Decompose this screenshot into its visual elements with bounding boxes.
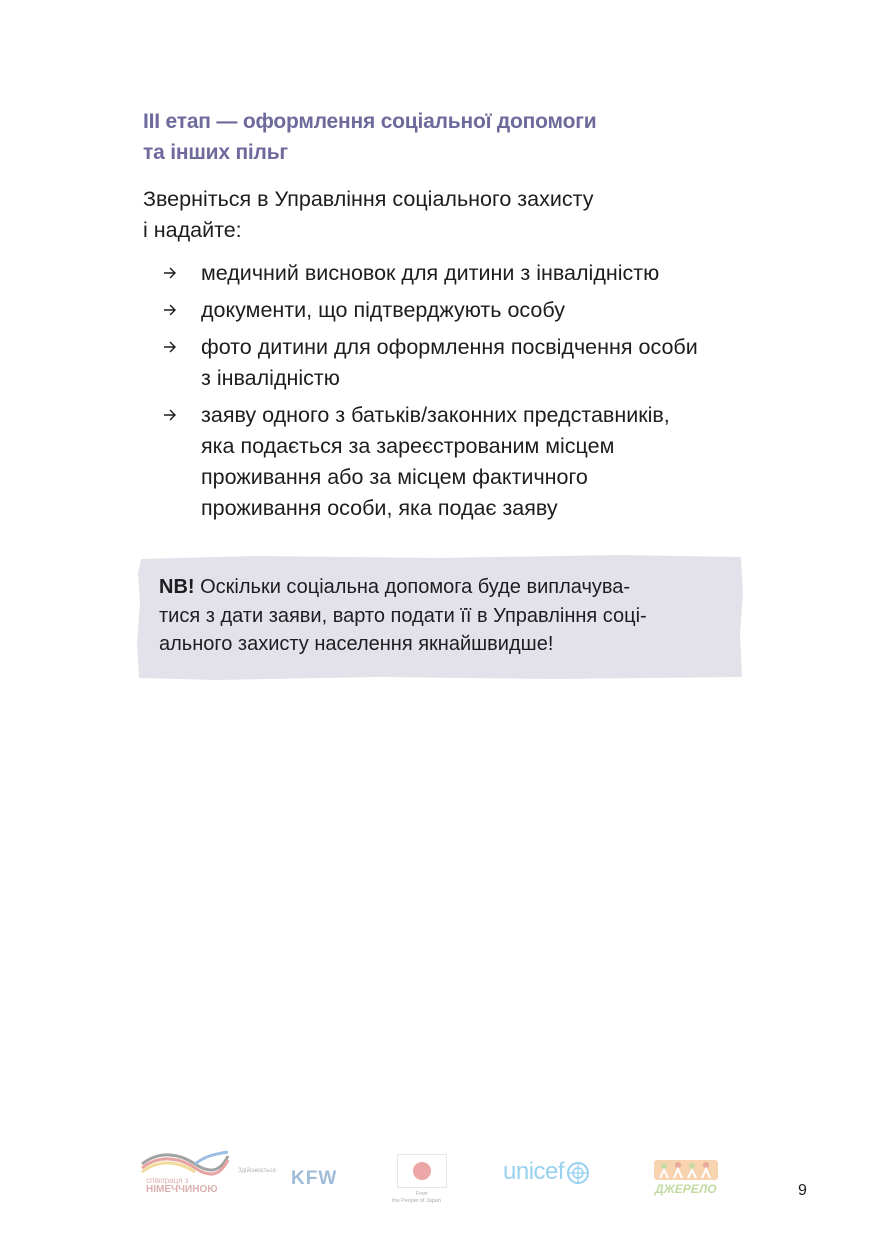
list-item (163, 295, 763, 326)
note-line-1-text: Оскільки соціальна допомога буде виплачува- (194, 576, 631, 598)
japan-flag-icon (397, 1154, 447, 1188)
intro-line-1: Зверніться в Управління соціального захисту (143, 187, 594, 211)
arrow-right-icon (163, 258, 183, 289)
arrow-right-icon (163, 295, 183, 326)
japan-logo (392, 1154, 452, 1210)
list-item-line: заяву одного з батьків/законних представників, (201, 403, 670, 427)
japan-text-1: From (416, 1191, 428, 1197)
unicef-globe-icon (566, 1161, 590, 1185)
section-heading-line-1: III етап — оформлення соціальної допомоги (143, 110, 597, 133)
page-number: 9 (798, 1182, 807, 1199)
section-heading (143, 106, 703, 168)
arrow-right-icon (163, 332, 183, 363)
intro-paragraph (143, 184, 703, 246)
implemented-by-text: Здійснюється (238, 1168, 276, 1174)
list-item (163, 258, 763, 289)
list-item-line: яка подається за зареєстрованим місцем (201, 434, 615, 458)
dzherelo-wordmark: ДЖЕРЕЛО (655, 1182, 717, 1196)
note-label: NB! (159, 576, 195, 598)
list-item-line: фото дитини для оформлення посвідчення особи (201, 335, 698, 359)
list-item-line: медичний висновок для дитини з інвалідністю (201, 261, 660, 285)
list-item-line: проживання особи, яка подає заяву (201, 496, 558, 520)
flag-wave-icon (140, 1150, 230, 1176)
note-text (159, 573, 699, 659)
documents-list (163, 258, 763, 530)
people-icon (654, 1158, 718, 1180)
partner-logos (0, 1140, 874, 1220)
list-item-line: з інвалідністю (201, 366, 340, 390)
unicef-logo (503, 1158, 590, 1186)
japan-sun-icon (413, 1162, 431, 1180)
giz-logo (140, 1150, 232, 1202)
giz-text-1: співпраця з (146, 1176, 189, 1185)
unicef-wordmark: unicef (503, 1158, 565, 1185)
list-item-line: проживання або за місцем фактичного (201, 465, 588, 489)
note-line-1 (159, 573, 699, 602)
list-item (163, 400, 763, 524)
list-item (163, 332, 763, 394)
list-item-line: документи, що підтверджують особу (201, 298, 565, 322)
dzherelo-logo (652, 1158, 720, 1200)
arrow-right-icon (163, 400, 183, 431)
note-box (137, 553, 743, 681)
kfw-logo: KFW (291, 1168, 338, 1189)
note-line-3: ального захисту населення якнайшвидше! (159, 633, 554, 655)
japan-text-2: the People of Japan (392, 1198, 441, 1204)
giz-text-2: НІМЕЧЧИНОЮ (146, 1184, 218, 1195)
note-line-2: тися з дати заяви, варто подати її в Управління соці- (159, 604, 647, 627)
section-heading-line-2: та інших пільг (143, 141, 288, 164)
intro-line-2: і надайте: (143, 218, 242, 242)
